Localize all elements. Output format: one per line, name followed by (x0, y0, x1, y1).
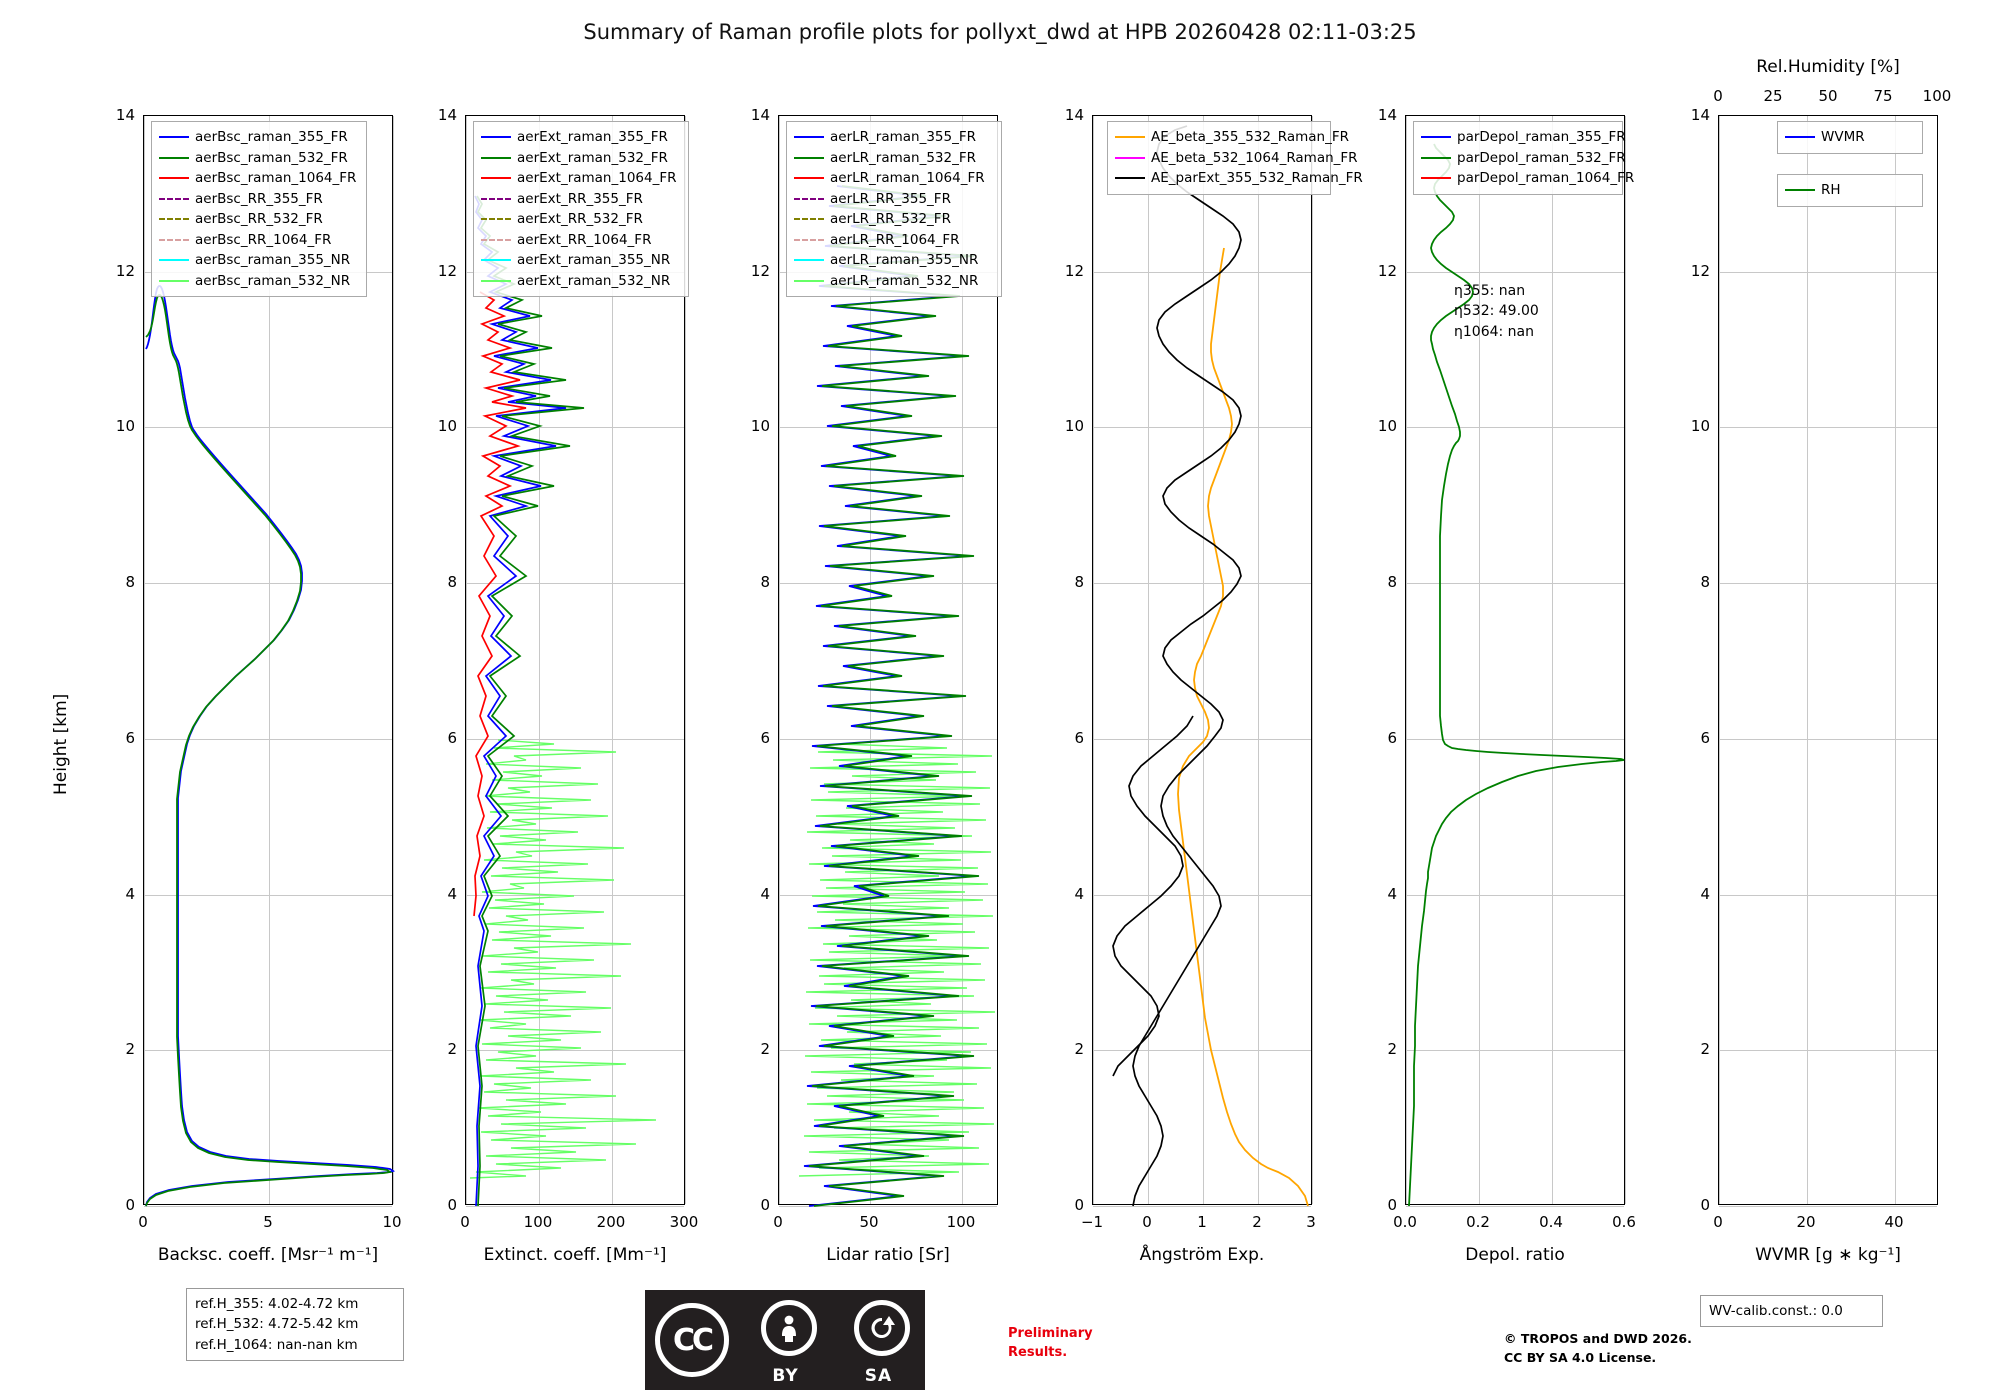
person-glyph (775, 1313, 803, 1343)
legend-swatch (794, 198, 824, 200)
x-tick: 0 (773, 1213, 783, 1231)
legend-swatch (159, 280, 189, 282)
plot-area-wvmr (1718, 115, 1938, 1205)
legend-swatch (481, 280, 511, 282)
legend-item (1421, 168, 1635, 189)
cc-sa-icon (832, 1290, 925, 1390)
legend-swatch (1421, 157, 1451, 159)
legend-swatch (481, 259, 511, 261)
credit-line-1: © TROPOS and DWD 2026. (1504, 1331, 1692, 1346)
legend-angstrom (1107, 121, 1363, 195)
legend-item (794, 250, 994, 271)
y-tick: 2 (760, 1040, 770, 1059)
legend-swatch (1785, 136, 1815, 138)
legend-label: aerExt_raman_1064_FR (517, 170, 677, 187)
y-tick: 12 (1064, 261, 1084, 280)
plot-area-lidar-ratio (778, 115, 998, 1205)
wv-calib-box (1700, 1295, 1883, 1327)
legend-label: aerExt_RR_532_FR (517, 211, 643, 228)
x-tick: 0.6 (1612, 1213, 1636, 1231)
legend-swatch (159, 239, 189, 241)
legend-label: aerBsc_RR_355_FR (195, 190, 323, 207)
legend-item (481, 250, 681, 271)
y-tick: 4 (760, 884, 770, 903)
legend-swatch (481, 218, 511, 220)
sa-glyph (868, 1314, 896, 1342)
legend-item (1421, 148, 1626, 169)
legend-label: aerBsc_raman_532_FR (195, 149, 348, 166)
panel-lidar-ratio (750, 106, 998, 1265)
y-tick: 6 (447, 728, 457, 747)
legend-swatch (481, 157, 511, 159)
y-tick: 8 (760, 573, 770, 592)
legend-swatch (481, 136, 511, 138)
y-tick: 8 (1700, 573, 1710, 592)
top-x-tick: 75 (1873, 87, 1893, 105)
y-tick: 10 (750, 417, 770, 436)
y-tick: 8 (125, 573, 135, 592)
y-tick: 6 (1387, 728, 1397, 747)
legend-label: aerLR_RR_1064_FR (830, 231, 960, 248)
preliminary-note (1008, 1325, 1093, 1363)
share-alike-icon (854, 1300, 910, 1356)
y-tick: 8 (447, 573, 457, 592)
legend-swatch (1421, 177, 1451, 179)
legend-label: aerLR_raman_1064_FR (830, 170, 985, 187)
x-axis-title-wvmr: WVMR [g ∗ kg⁻¹] (1755, 1245, 1901, 1265)
ref-h-1064: ref.H_1064: nan-nan km (195, 1336, 358, 1353)
legend-rh (1777, 174, 1923, 207)
legend-swatch (1115, 157, 1145, 159)
cc-sa-label: SA (864, 1366, 893, 1386)
y-tick: 2 (125, 1040, 135, 1059)
x-axis-title-depolarization: Depol. ratio (1465, 1245, 1565, 1265)
legend-label: AE_parExt_355_532_Raman_FR (1151, 170, 1363, 187)
legend-item (1785, 180, 1915, 201)
legend-item (481, 230, 681, 251)
credit-line-2: CC BY SA 4.0 License. (1504, 1349, 1657, 1365)
y-tick: 14 (1377, 106, 1397, 124)
legend-item (159, 250, 359, 271)
y-tick: 12 (1377, 261, 1397, 280)
cc-icon (645, 1290, 739, 1390)
legend-item (794, 148, 994, 169)
cc-by-icon (739, 1290, 832, 1390)
x-tick: 3 (1306, 1213, 1316, 1231)
y-tick: 10 (1064, 417, 1084, 436)
y-tick: 8 (1074, 573, 1084, 592)
y-tick: 14 (115, 106, 135, 124)
x-tick: 20 (1796, 1213, 1816, 1231)
y-tick: 14 (750, 106, 770, 124)
y-tick: 0 (1074, 1196, 1084, 1214)
y-tick: 0 (447, 1196, 457, 1214)
panel-wvmr (1690, 57, 1952, 1265)
legend-label: AE_beta_355_532_Raman_FR (1151, 129, 1349, 145)
legend-swatch (1115, 177, 1145, 179)
legend-item (481, 168, 681, 189)
legend-swatch (1421, 136, 1451, 138)
ref-h-355: ref.H_355: 4.02-4.72 km (195, 1296, 359, 1312)
legend-label: aerBsc_RR_532_FR (195, 211, 323, 228)
top-x-tick: 100 (1922, 87, 1952, 105)
legend-label: aerLR_raman_532_FR (830, 149, 976, 166)
legend-swatch (1115, 136, 1145, 138)
legend-label: aerLR_raman_355_FR (830, 129, 976, 145)
legend-swatch (794, 239, 824, 241)
legend-item (794, 168, 994, 189)
panel-angstrom (1064, 106, 1363, 1265)
x-tick: 0 (1142, 1213, 1152, 1231)
legend-label: aerExt_raman_355_NR (517, 252, 671, 269)
top-x-axis-title-rh: Rel.Humidity [%] (1756, 57, 1900, 77)
page-title: Summary of Raman profile plots for pollyxt_dwd at HPB 20260428 02:11-03:25 (583, 20, 1417, 44)
x-tick: 100 (946, 1213, 976, 1231)
legend-item (159, 189, 359, 210)
legend-swatch (159, 198, 189, 200)
legend-item (1115, 148, 1358, 169)
legend-extinction (473, 121, 689, 297)
legend-item (159, 148, 359, 169)
y-tick: 14 (437, 106, 457, 124)
y-tick: 4 (1074, 884, 1084, 903)
x-tick: 0.2 (1466, 1213, 1490, 1231)
x-tick: 200 (596, 1213, 626, 1231)
x-axis-title-lidar-ratio: Lidar ratio [Sr] (826, 1245, 950, 1265)
legend-swatch (794, 280, 824, 282)
legend-label: aerExt_raman_355_FR (517, 129, 668, 145)
legend-item (481, 127, 681, 148)
legend-label: aerBsc_raman_355_NR (195, 252, 351, 269)
y-tick: 4 (125, 884, 135, 903)
legend-label: aerBsc_raman_355_FR (195, 129, 348, 145)
legend-swatch (794, 218, 824, 220)
legend-swatch (159, 136, 189, 138)
preliminary-line-1: Preliminary (1008, 1326, 1093, 1341)
panel-backscatter (51, 106, 402, 1265)
legend-label: aerBsc_raman_532_NR (195, 272, 351, 289)
legend-label: aerLR_RR_532_FR (830, 211, 951, 228)
y-tick: 10 (437, 417, 457, 436)
y-tick: 12 (115, 261, 135, 280)
plot-area-extinction (465, 115, 685, 1205)
x-tick: 0 (460, 1213, 470, 1231)
y-tick: 0 (1387, 1196, 1397, 1214)
x-axis-title-backscatter: Backsc. coeff. [Msr⁻¹ m⁻¹] (157, 1245, 379, 1265)
eta-532: η532: 49.00 (1454, 303, 1539, 320)
legend-swatch (794, 259, 824, 261)
person-icon (761, 1300, 817, 1356)
legend-swatch (481, 239, 511, 241)
y-tick: 2 (447, 1040, 457, 1059)
x-tick: 300 (669, 1213, 699, 1231)
y-tick: 12 (437, 261, 457, 280)
y-tick: 8 (1387, 573, 1397, 592)
legend-depolarization (1413, 121, 1635, 195)
x-tick: 10 (382, 1213, 402, 1231)
x-tick: 0 (1713, 1213, 1723, 1231)
y-tick: 10 (1377, 417, 1397, 436)
legend-item (159, 168, 359, 189)
y-tick: 14 (1064, 106, 1084, 124)
ref-h-532: ref.H_532: 4.72-5.42 km (195, 1316, 359, 1333)
preliminary-line-2: Results. (1008, 1344, 1068, 1360)
legend-item (159, 127, 359, 148)
legend-swatch (481, 177, 511, 179)
legend-swatch (159, 218, 189, 220)
legend-label: AE_beta_532_1064_Raman_FR (1151, 149, 1358, 166)
legend-swatch (1785, 189, 1815, 191)
legend-item (159, 230, 359, 251)
legend-item (481, 271, 681, 292)
ref-height-box (186, 1288, 404, 1361)
eta-355: η355: nan (1454, 283, 1526, 299)
legend-label: aerLR_RR_355_FR (830, 190, 951, 207)
x-axis-title-extinction: Extinct. coeff. [Mm⁻¹] (483, 1245, 667, 1265)
legend-swatch (159, 259, 189, 261)
legend-label: WVMR (1821, 129, 1865, 145)
legend-label: aerExt_raman_532_NR (517, 272, 671, 289)
legend-wvmr (1777, 121, 1923, 154)
legend-label: aerExt_raman_532_FR (517, 149, 668, 166)
x-tick: 50 (859, 1213, 879, 1231)
y-tick: 2 (1074, 1040, 1084, 1059)
y-tick: 6 (760, 728, 770, 747)
y-tick: 10 (115, 417, 135, 436)
wv-calib-const: WV-calib.const.: 0.0 (1709, 1303, 1843, 1319)
plot-area-depolarization (1405, 115, 1635, 1205)
y-tick: 12 (750, 261, 770, 280)
x-tick: 40 (1884, 1213, 1904, 1231)
eta-1064: η1064: nan (1454, 323, 1534, 340)
y-tick: 14 (1690, 106, 1710, 124)
x-tick: 0.0 (1393, 1213, 1417, 1231)
legend-item (1115, 127, 1349, 148)
top-x-tick: 0 (1713, 87, 1723, 105)
y-axis-title: Height [km] (51, 693, 71, 795)
x-tick: −1 (1080, 1213, 1104, 1231)
legend-item (1421, 127, 1626, 148)
legend-item (1115, 168, 1363, 189)
plot-area-backscatter (143, 115, 393, 1205)
depol-eta-annotation (1454, 281, 1539, 342)
x-tick: 100 (523, 1213, 553, 1231)
legend-swatch (794, 136, 824, 138)
legend-label: aerExt_RR_1064_FR (517, 231, 652, 248)
cc-license-badge (645, 1290, 925, 1390)
y-tick: 2 (1700, 1040, 1710, 1059)
legend-item (481, 209, 681, 230)
x-axis-title-angstrom: Ångström Exp. (1139, 1245, 1265, 1265)
x-tick: 1 (1197, 1213, 1207, 1231)
y-tick: 4 (447, 884, 457, 903)
legend-item (794, 189, 994, 210)
y-tick: 6 (1074, 728, 1084, 747)
y-tick: 6 (1700, 728, 1710, 747)
legend-item (1785, 127, 1915, 148)
legend-label: aerBsc_raman_1064_FR (195, 170, 357, 187)
x-tick: 0.4 (1539, 1213, 1563, 1231)
legend-swatch (481, 198, 511, 200)
top-x-tick: 50 (1818, 87, 1838, 105)
legend-label: RH (1821, 182, 1841, 198)
curves-depolarization (1406, 116, 1626, 1206)
x-tick: 0 (138, 1213, 148, 1231)
cc-circle-icon: CC (655, 1303, 729, 1377)
x-tick: 2 (1252, 1213, 1262, 1231)
legend-label: aerBsc_RR_1064_FR (195, 231, 332, 248)
y-tick: 0 (760, 1196, 770, 1214)
legend-item (794, 271, 994, 292)
y-tick: 6 (125, 728, 135, 747)
legend-item (159, 209, 359, 230)
cc-by-label: BY (772, 1366, 799, 1386)
legend-swatch (159, 177, 189, 179)
legend-swatch (794, 177, 824, 179)
y-tick: 4 (1387, 884, 1397, 903)
legend-label: parDepol_raman_355_FR (1457, 129, 1626, 145)
panel-depolarization (1377, 106, 1636, 1265)
legend-lidar-ratio (786, 121, 1002, 297)
legend-item (794, 230, 994, 251)
legend-label: aerLR_raman_355_NR (830, 252, 979, 269)
legend-label: aerExt_RR_355_FR (517, 190, 643, 207)
plot-area-angstrom (1092, 115, 1363, 1205)
panel-extinction (437, 106, 699, 1265)
y-tick: 0 (125, 1196, 135, 1214)
legend-label: aerLR_raman_532_NR (830, 272, 979, 289)
x-tick: 5 (263, 1213, 273, 1231)
legend-swatch (159, 157, 189, 159)
legend-item (794, 127, 994, 148)
legend-swatch (794, 157, 824, 159)
legend-item (794, 209, 994, 230)
credit-note (1504, 1330, 1692, 1368)
curves-angstrom (1093, 116, 1313, 1206)
y-tick: 10 (1690, 417, 1710, 436)
legend-label: parDepol_raman_1064_FR (1457, 170, 1635, 187)
legend-item (481, 148, 681, 169)
legend-backscatter (151, 121, 367, 297)
legend-item (481, 189, 681, 210)
y-tick: 12 (1690, 261, 1710, 280)
y-tick: 4 (1700, 884, 1710, 903)
y-tick: 2 (1387, 1040, 1397, 1059)
top-x-tick: 25 (1763, 87, 1783, 105)
y-tick: 0 (1700, 1196, 1710, 1214)
legend-label: parDepol_raman_532_FR (1457, 149, 1626, 166)
legend-item (159, 271, 359, 292)
